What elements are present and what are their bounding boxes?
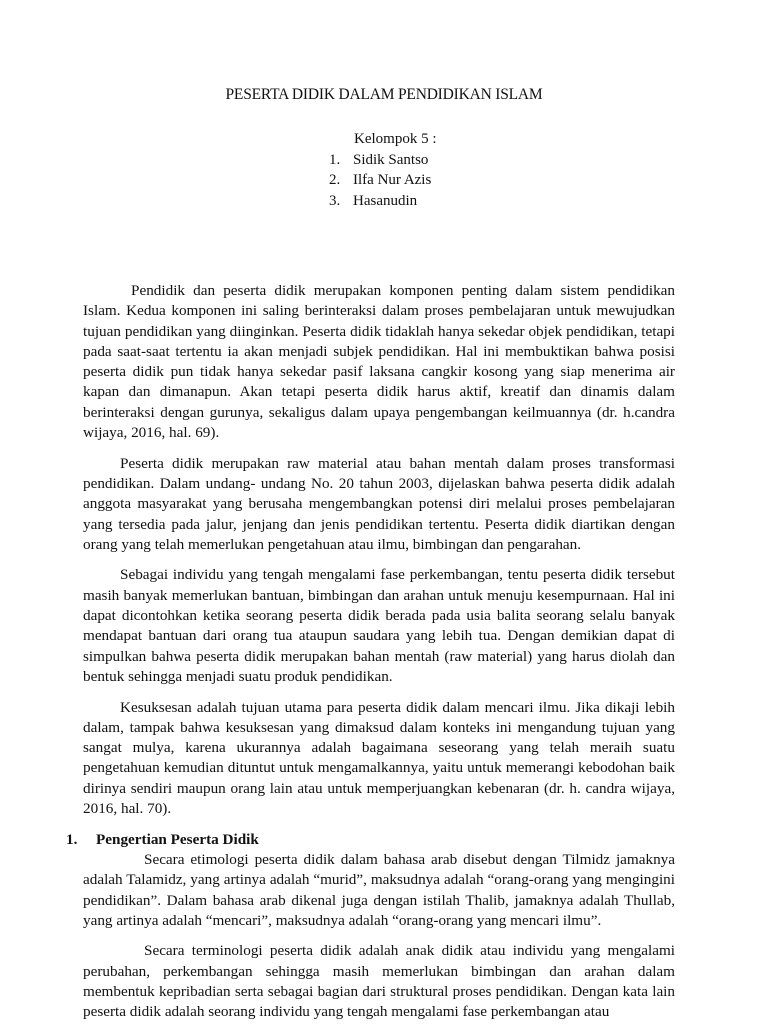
document-body: [66, 281, 675, 1033]
member-number: 1.: [329, 151, 341, 168]
member-name: Ilfa Nur Azis: [353, 172, 432, 188]
member-item: [329, 150, 437, 171]
member-name: Sidik Santso: [353, 151, 429, 168]
group-block: [329, 129, 437, 211]
member-list: [329, 150, 437, 212]
body-paragraph: Sebagai individu yang tengah mengalami fase perkembangan, tentu peserta didik tersebut masih banyak memerlukan bantuan, bimbingan dan arahan untuk menuju kesempurnaan. Hal ini dapat dicontohkan ketika seorang peserta didik berada pada usia balita seorang selalu banyak mendapat bantuan dari orang tua ataupun saudara yang lebih tua. Dengan demikian dapat di simpulkan bahwa peserta didik merupakan bahan mentah (raw material) yang harus diolah dan bentuk sehingga menjadi suatu produk pendidikan.: [83, 566, 675, 685]
body-paragraph: Peserta didik merupakan raw material atau bahan mentah dalam proses transformasi pendidikan. Dalam undang- undang No. 20 tahun 2003, dijelaskan bahwa peserta didik adalah anggota masyarakat yang berusaha mengembangkan potensi diri melalui proses pembelajaran yang tersedia pada jalur, jenjang dan jenis pendidikan tertentu. Peserta didik diartikan dengan orang yang telah memerlukan pengetahuan atau ilmu, bimbingan dan pengarahan.: [83, 454, 675, 553]
member-name: Hasanudin: [353, 192, 418, 209]
member-item: [329, 191, 437, 212]
member-number: 3.: [329, 192, 341, 209]
group-heading: Kelompok 5 :: [354, 131, 437, 147]
member-item: [329, 170, 437, 191]
document-title: PESERTA DIDIK DALAM PENDIDIKAN ISLAM: [225, 86, 543, 103]
section-heading: [66, 830, 675, 850]
section-paragraph: Secara terminologi peserta didik adalah anak didik atau individu yang mengalami perubahan, perkembangan sehingga masih memerlukan bimbingan dan arahan dalam membentuk kepribadian serta sebagai bagian dari struktural proses pendidikan. Dengan kata lain peserta didik adalah seorang individu yang tengah mengalami fase perkembangan atau: [83, 942, 675, 1021]
section-paragraph: Secara etimologi peserta didik dalam bahasa arab disebut dengan Tilmidz jamaknya adalah Talamidz, yang artinya adalah “murid”, maksudnya adalah “orang-orang yang mengingini pendidikan”. Dalam bahasa arab dikenal juga dengan istilah Thalib, jamaknya adalah Thullab, yang artinya adalah “mencari”, maksudnya adalah “orang-orang yang mencari ilmu”.: [83, 850, 675, 929]
section-title: Pengertian Peserta Didik: [96, 830, 259, 848]
member-number: 2.: [329, 172, 341, 188]
body-paragraph: Pendidik dan peserta didik merupakan komponen penting dalam sistem pendidikan Islam. Kedua komponen ini saling berinteraksi dalam proses pembelajaran untuk mewujudkan tujuan pendidikan yang diinginkan. Peserta didik tidaklah hanya sekedar objek pendidikan, tetapi pada saat-saat tertentu ia akan menjadi subjek pendidikan. Hal ini membuktikan bahwa posisi peserta didik pun tidak hanya sekedar pasif laksana cangkir kosong yang siap menerima air kapan dan dimanapun. Akan tetapi peserta didik harus aktif, kreatif dan dinamis dalam berinteraksi dengan gurunya, sekaligus dalam upaya pengembangan keilmuannya (dr. h.candra wijaya, 2016, hal. 69).: [83, 282, 675, 442]
section-number: 1.: [66, 830, 78, 848]
body-paragraph: Kesuksesan adalah tujuan utama para peserta didik dalam mencari ilmu. Jika dikaji lebih dalam, tampak bahwa kesuksesan yang dimaksud dalam konteks ini mengandung tujuan yang sangat mulya, karena ukurannya adalah bagaimana seseorang yang telah meraih suatu pengetahuan kemudian dituntut untuk mengamalkannya, yaitu untuk memerangi kebodohan baik dirinya sendiri maupun orang lain atau untuk memperjuangkan kebenaran (dr. h. candra wijaya, 2016, hal. 70).: [83, 698, 675, 818]
